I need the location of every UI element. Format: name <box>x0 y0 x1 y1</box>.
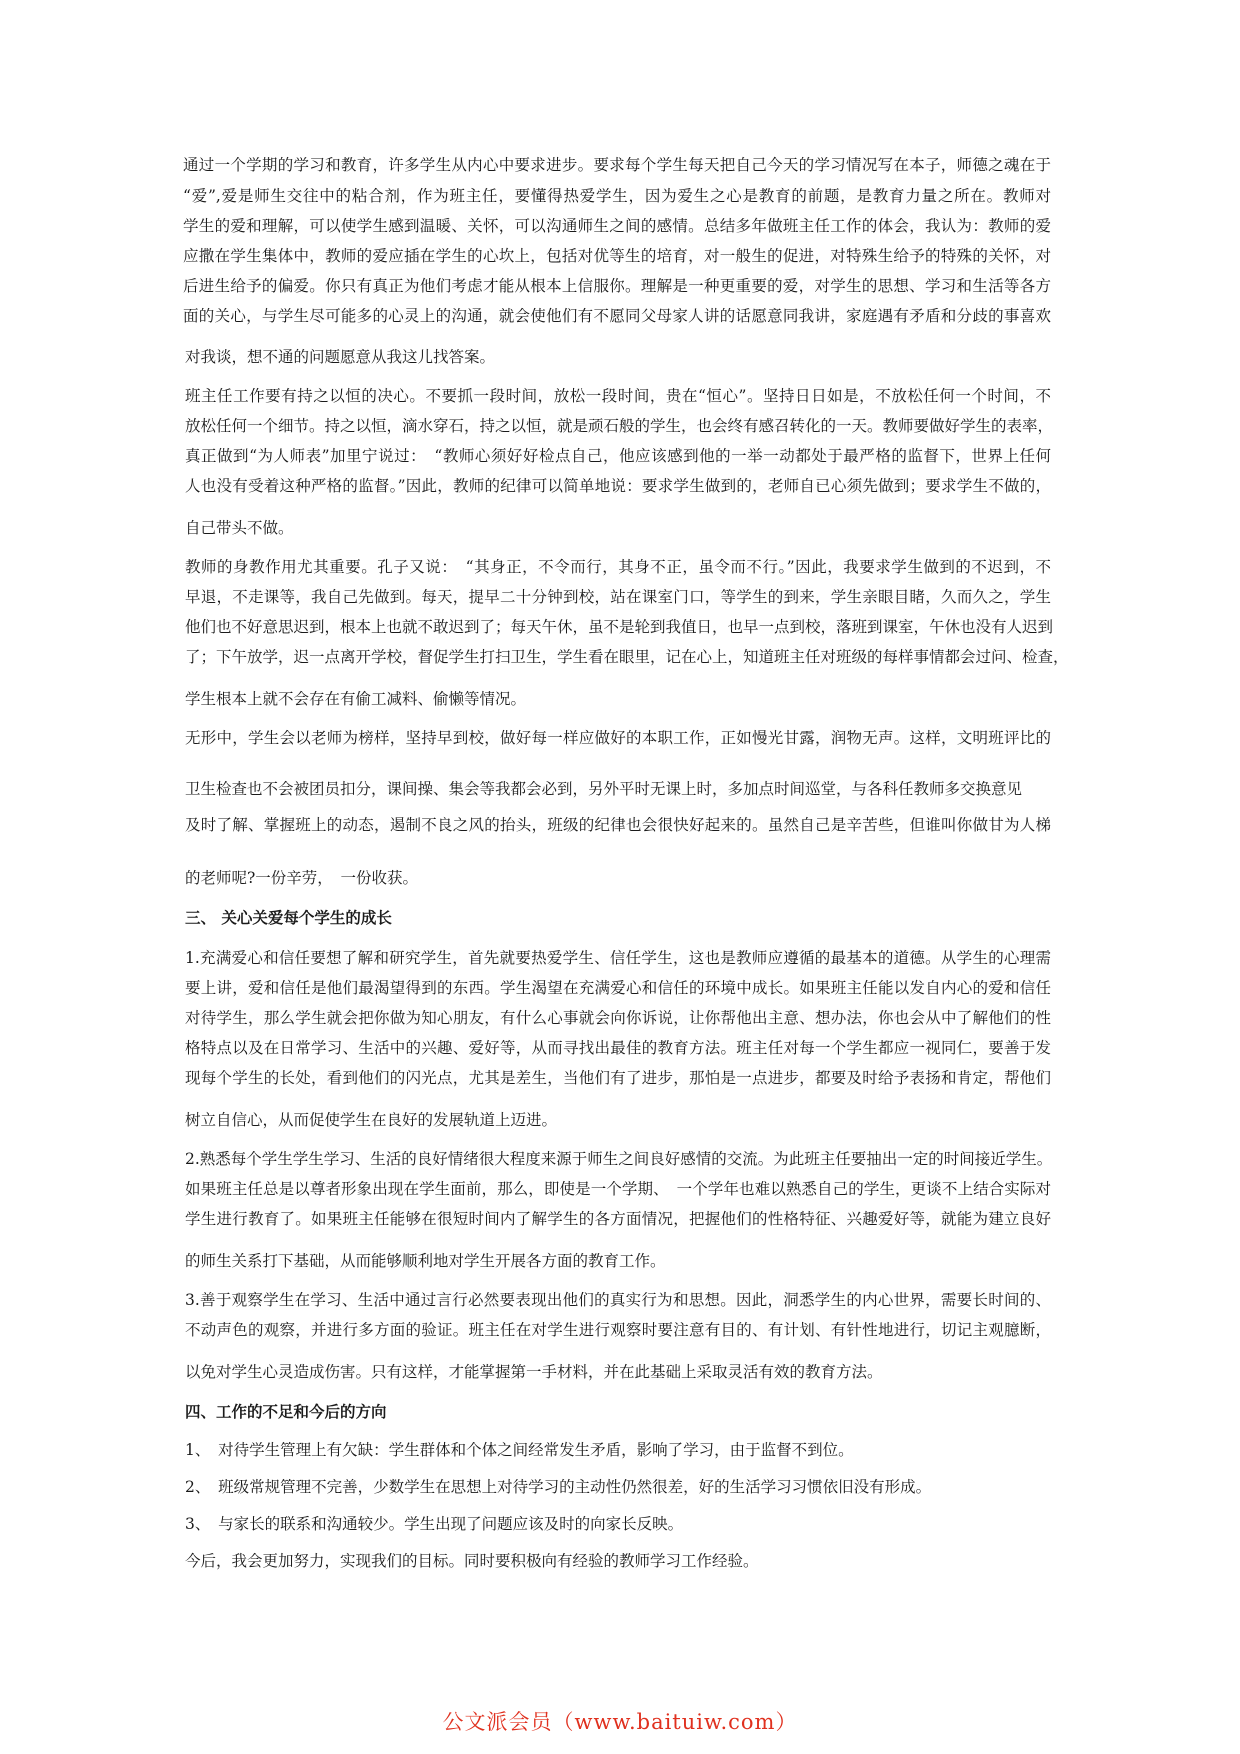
paragraph-line: 现每个学生的长处，看到他们的闪光点，尤其是差生，当他们有了进步，那怕是一点进步，都要及时给予表扬和肯定，帮他们 <box>185 1069 1051 1087</box>
closing-line: 今后，我会更加努力，实现我们的目标。同时要积极向有经验的教师学习工作经验。 <box>185 1552 759 1570</box>
paragraph-line: 树立自信心，从而促使学生在良好的发展轨道上迈进。 <box>185 1111 558 1129</box>
paragraph-line: 无形中，学生会以老师为榜样，坚持早到校，做好每一样应做好的本职工作，正如慢光甘露，润物无声。这样，文明班评比的 <box>185 729 1051 747</box>
paragraph-line: 班主任工作要有持之以恒的决心。不要抓一段时间，放松一段时间，贵在“恒心”。坚持日日如是，不放松任何一个时间，不 <box>185 387 1051 405</box>
paragraph-line: 人也没有受着这种严格的监督。”因此，教师的纪律可以简单地说：要求学生做到的，老师自已心须先做到；要求学生不做的， <box>185 477 1051 495</box>
paragraph-line: 的师生关系打下基础，从而能够顺利地对学生开展各方面的教育工作。 <box>185 1252 666 1270</box>
paragraph-line: 了；下午放学，迟一点离开学校，督促学生打扫卫生，学生看在眼里，记在心上，知道班主任对班级的每样事情都会过问、检查， <box>185 648 1069 666</box>
section-heading: 四、工作的不足和今后的方向 <box>185 1402 387 1421</box>
paragraph-line: “爱”,爱是师生交往中的粘合剂，作为班主任，要懂得热爱学生，因为爱生之心是教育的前题，是教育力量之所在。教师对 <box>183 187 1051 205</box>
paragraph-line: 不动声色的观察，并进行多方面的验证。班主任在对学生进行观察时要注意有目的、有计划、有针性地进行，切记主观臆断， <box>185 1321 1051 1339</box>
list-item: 1、 对待学生管理上有欠缺：学生群体和个体之间经常发生矛盾，影响了学习，由于监督不到位。 <box>185 1441 854 1459</box>
paragraph-line: 对我谈，想不通的问题愿意从我这儿找答案。 <box>185 348 496 366</box>
paragraph-line: 要上讲，爱和信任是他们最渴望得到的东西。学生渴望在充满爱心和信任的环境中成长。如果班主任能以发自内心的爱和信任 <box>185 979 1051 997</box>
paragraph-line: 对待学生，那么学生就会把你做为知心朋友，有什么心事就会向你诉说，让你帮他出主意、想办法，你也会从中了解他们的性 <box>185 1009 1051 1027</box>
section-heading: 三、 关心关爱每个学生的成长 <box>185 908 392 927</box>
list-item: 3、 与家长的联系和沟通较少。学生出现了问题应该及时的向家长反映。 <box>185 1515 684 1533</box>
paragraph-line: 以免对学生心灵造成伤害。只有这样，才能掌握第一手材料，并在此基础上采取灵活有效的教育方法。 <box>185 1363 883 1381</box>
paragraph-line: 2.熟悉每个学生学生学习、生活的良好情绪很大程度来源于师生之间良好感情的交流。为此班主任要抽出一定的时间接近学生。 <box>185 1150 1053 1168</box>
paragraph-line: 他们也不好意思迟到，根本上也就不敢迟到了；每天午休，虽不是轮到我值日，也早一点到校，落班到课室，午休也没有人迟到 <box>185 618 1054 636</box>
paragraph-line: 面的关心，与学生尽可能多的心灵上的沟通，就会使他们有不愿同父母家人讲的话愿意同我讲，家庭遇有矛盾和分歧的事喜欢 <box>183 307 1051 325</box>
paragraph-line: 学生根本上就不会存在有偷工减料、偷懒等情况。 <box>185 690 527 708</box>
paragraph-line: 早退，不走课等，我自己先做到。每天，提早二十分钟到校，站在课室门口，等学生的到来，学生亲眼目睹，久而久之，学生 <box>185 588 1051 606</box>
paragraph-line: 卫生检查也不会被团员扣分，课间操、集会等我都会必到，另外平时无课上时，多加点时间巡堂，与各科任教师多交换意见 <box>185 780 1023 798</box>
paragraph-line: 学生的爱和理解，可以使学生感到温暖、关怀，可以沟通师生之间的感情。总结多年做班主任工作的体会，我认为：教师的爱 <box>183 217 1051 235</box>
paragraph-line: 如果班主任总是以尊者形象出现在学生面前，那么，即使是一个学期、 一个学年也难以熟悉自己的学生，更谈不上结合实际对 <box>185 1180 1051 1198</box>
paragraph-line: 放松任何一个细节。持之以恒，滴水穿石，持之以恒，就是顽石般的学生，也会终有感召转化的一天。教师要做好学生的表率， <box>185 417 1054 435</box>
paragraph-line: 及时了解、掌握班上的动态，遏制不良之风的抬头，班级的纪律也会很快好起来的。虽然自己是辛苦些，但谁叫你做甘为人梯 <box>185 816 1051 834</box>
paragraph-line: 自己带头不做。 <box>185 519 294 537</box>
list-item: 2、 班级常规管理不完善，少数学生在思想上对待学习的主动性仍然很差，好的生活学习习惯依旧没有形成。 <box>185 1478 932 1496</box>
footer-watermark-text: 公文派会员（www.baituiw.com） <box>442 1710 798 1734</box>
paragraph-line: 教师的身教作用尤其重要。孔子又说： “其身正，不令而行，其身不正，虽令而不行。”因此，我要求学生做到的不迟到，不 <box>185 558 1051 576</box>
paragraph-line: 1.充满爱心和信任要想了解和研究学生，首先就要热爱学生、信任学生，这也是教师应遵循的最基本的道德。从学生的心理需 <box>185 949 1051 967</box>
paragraph-line: 应撒在学生集体中，教师的爱应插在学生的心坎上，包括对优等生的培育，对一般生的促进，对特殊生给予的特殊的关怀，对 <box>183 247 1051 265</box>
paragraph-line: 通过一个学期的学习和教育，许多学生从内心中要求进步。要求每个学生每天把自己今天的学习情况写在本子，师德之魂在于 <box>183 156 1051 174</box>
paragraph-line: 学生进行教育了。如果班主任能够在很短时间内了解学生的各方面情况，把握他们的性格特征、兴趣爱好等，就能为建立良好 <box>185 1210 1051 1228</box>
paragraph-line: 后进生给予的偏爱。你只有真正为他们考虑才能从根本上信服你。理解是一种更重要的爱，对学生的思想、学习和生活等各方 <box>183 277 1051 295</box>
paragraph-line: 格特点以及在日常学习、生活中的兴趣、爱好等，从而寻找出最佳的教育方法。班主任对每一个学生都应一视同仁，要善于发 <box>185 1039 1051 1057</box>
paragraph-line: 3.善于观察学生在学习、生活中通过言行必然要表现出他们的真实行为和思想。因此，洞悉学生的内心世界，需要长时间的、 <box>185 1291 1051 1309</box>
paragraph-line: 的老师呢?一份辛劳， 一份收获。 <box>185 869 419 887</box>
paragraph-line: 真正做到“为人师表”加里宁说过： “教师心须好好检点自己，他应该感到他的一举一动都处于最严格的监督下，世界上任何 <box>185 447 1051 465</box>
